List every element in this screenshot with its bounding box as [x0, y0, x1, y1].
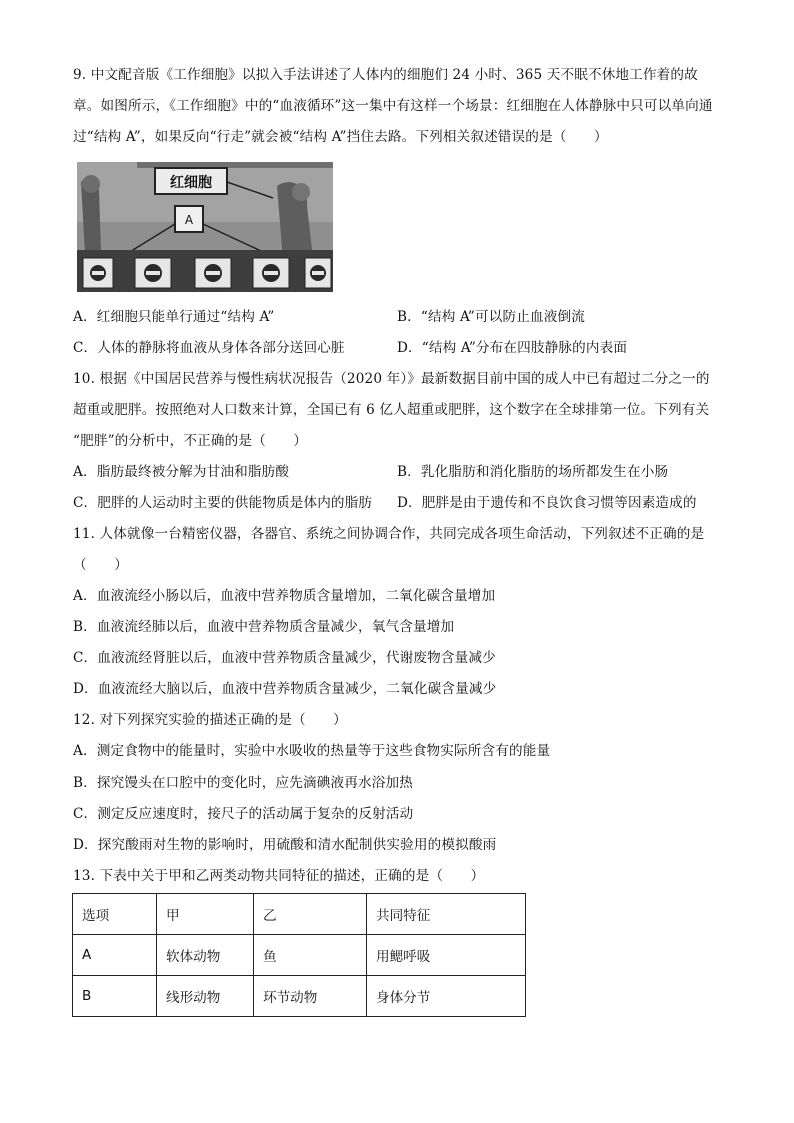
q12-option-a[interactable]: A．测定食物中的能量时，实验中水吸收的热量等于这些食物实际所含有的能量 — [73, 743, 551, 759]
q13-stem-line-1: 13. 下表中关于甲和乙两类动物共同特征的描述，正确的是（ ） — [73, 868, 485, 884]
q9-option-d[interactable]: D．“结构 A”分布在四肢静脉的内表面 — [397, 340, 628, 356]
q11-option-b[interactable]: B．血液流经肺以后，血液中营养物质含量减少，氧气含量增加 — [73, 619, 455, 635]
structure-a-label-box — [175, 206, 203, 232]
q11-option-d[interactable]: D．血液流经大脑以后，血液中营养物质含量减少，二氧化碳含量减少 — [73, 681, 497, 697]
q12-option-c[interactable]: C．测定反应速度时，接尺子的活动属于复杂的反射活动 — [73, 806, 414, 822]
svg-text:A: A — [184, 213, 194, 227]
q9-stem-line-2: 章。如图所示，《工作细胞》中的“血液循环”这一集中有这样一个场景：红细胞在人体静脉中只可以单向通 — [73, 98, 713, 114]
q9-option-a[interactable]: A．红细胞只能单行通过“结构 A” — [73, 309, 275, 325]
table-cell: A — [73, 935, 157, 976]
q11-option-a[interactable]: A．血液流经小肠以后，血液中营养物质含量增加，二氧化碳含量增加 — [73, 588, 496, 604]
table-header-row — [73, 894, 526, 935]
q9-stem-line-1: 9. 中文配音版《工作细胞》以拟入手法讲述了人体内的细胞们 24 小时、365 天不眠不休地工作着的故 — [73, 67, 698, 83]
q10-stem-line-3: “肥胖”的分析中，不正确的是（ ） — [73, 433, 308, 449]
q10-option-b[interactable]: B．乳化脂肪和消化脂肪的场所都发生在小肠 — [397, 464, 669, 480]
q12-option-d[interactable]: D．探究酸雨对生物的影响时，用硫酸和清水配制供实验用的模拟酸雨 — [73, 837, 497, 853]
q12-stem-line-1: 12. 对下列探究实验的描述正确的是（ ） — [73, 712, 347, 728]
q10-option-a[interactable]: A．脂肪最终被分解为甘油和脂肪酸 — [73, 464, 290, 480]
table-cell: 环节动物 — [254, 976, 367, 1017]
table-header-cell: 选项 — [73, 894, 157, 935]
table-cell: 用鳃呼吸 — [367, 935, 526, 976]
red-blood-cell-sign — [155, 168, 227, 194]
q13-animal-table — [72, 893, 526, 1017]
table-header-cell: 甲 — [157, 894, 254, 935]
q10-stem-line-2: 超重或肥胖。按照绝对人口数来计算，全国已有 6 亿人超重或肥胖，这个数字在全球排第一位。下列有关 — [73, 402, 710, 418]
table-cell: 身体分节 — [367, 976, 526, 1017]
table-cell: B — [73, 976, 157, 1017]
table-header-cell: 乙 — [254, 894, 367, 935]
q10-option-c[interactable]: C．肥胖的人运动时主要的供能物质是体内的脂肪 — [73, 495, 373, 511]
q9-stem-line-3: 过“结构 A”，如果反向“行走”就会被“结构 A”挡住去路。下列相关叙述错误的是（ ） — [73, 129, 608, 145]
table-cell: 线形动物 — [157, 976, 254, 1017]
q9-option-c[interactable]: C．人体的静脉将血液从身体各部分送回心脏 — [73, 340, 345, 356]
q12-option-b[interactable]: B．探究馒头在口腔中的变化时，应先滴碘液再水浴加热 — [73, 775, 413, 791]
q11-option-c[interactable]: C．血液流经肾脏以后，血液中营养物质含量减少，代谢废物含量减少 — [73, 650, 496, 666]
q10-option-d[interactable]: D．肥胖是由于遗传和不良饮食习惯等因素造成的 — [397, 495, 697, 511]
q9-working-cells-figure — [77, 162, 333, 292]
table-header-cell: 共同特征 — [367, 894, 526, 935]
q11-stem-line-1: 11. 人体就像一台精密仪器，各器官、系统之间协调合作，共同完成各项生命活动，下列叙述不正确的是 — [73, 526, 705, 542]
q11-stem-line-2: （ ） — [73, 557, 128, 573]
table-row — [73, 976, 526, 1017]
svg-text:红细胞: 红细胞 — [170, 175, 212, 191]
q10-stem-line-1: 10. 根据《中国居民营养与慢性病状况报告（2020 年）》最新数据目前中国的成人中已有超过二分之一的 — [73, 371, 710, 387]
q9-option-b[interactable]: B．“结构 A”可以防止血液倒流 — [397, 309, 585, 325]
table-cell: 软体动物 — [157, 935, 254, 976]
table-cell: 鱼 — [254, 935, 367, 976]
table-row — [73, 935, 526, 976]
